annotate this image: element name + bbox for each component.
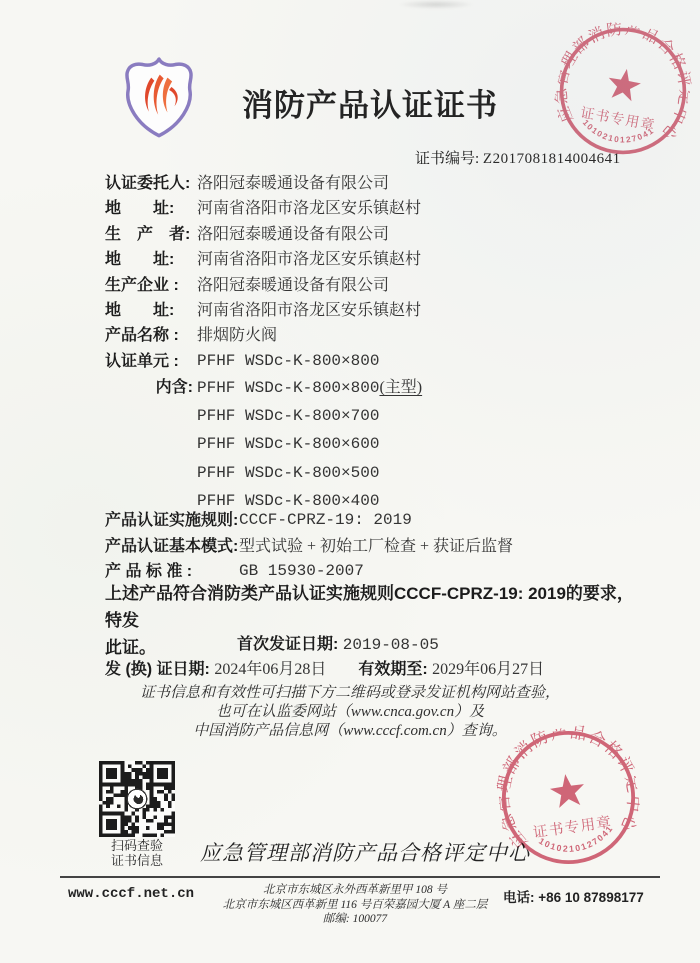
issuing-org-name: 应急管理部消防产品合格评定中心 [200,841,530,865]
rule-label: 产品认证基本模式: [105,537,239,555]
rule-row-mode [105,534,675,560]
field-label: 生产企业 : [105,276,179,294]
valid-until-label: 有效期至: [358,661,433,678]
rule-value: GB 15930-2007 [239,562,364,581]
field-value: 洛阳冠泰暖通设备有限公司 [197,175,390,192]
certificate-number: Z2017081814004641 [482,151,621,167]
first-issue-date: 2019-08-05 [342,636,439,654]
model-value: PFHF WSDc-K-800×600 [197,435,380,454]
field-value: 洛阳冠泰暖通设备有限公司 [197,225,390,243]
field-label: 认证委托人: [105,175,191,192]
qr-caption-line-2: 证书信息 [110,852,163,868]
field-value: 排烟防火阀 [197,327,278,345]
footer-address [190,883,520,927]
field-value: 河南省洛阳市洛龙区安乐镇赵村 [197,302,422,320]
model-value: PFHF WSDc-K-800×700 [197,407,380,426]
qr-code [99,761,175,837]
included-row [105,459,665,487]
certificate-title: 消防产品认证证书 [242,88,498,123]
certificate-number-label: 证书编号: [415,151,483,167]
field-row-address-1 [105,196,665,221]
valid-until-date: 2029年06月27日 [432,661,545,678]
first-issue-row [237,631,439,654]
notice-line-3: 中国消防产品信息网（www.cccf.com.cn）查询。 [193,722,507,739]
rule-value: 型式试验 + 初始工厂检查 + 获证后监督 [239,537,514,555]
model-value: PFHF WSDc-K-800×800 [197,379,380,397]
rule-value: CCCF-CPRZ-19: 2019 [239,511,412,529]
field-value: 洛阳冠泰暖通设备有限公司 [197,276,390,294]
field-label: 产品名称 : [105,327,179,345]
included-row [105,402,665,430]
field-label: 地 址: [105,200,175,218]
field-label: 地 址: [105,251,175,269]
field-row-applicant [105,171,665,196]
issue-validity-row [105,656,544,679]
scan-artifact [398,0,474,9]
certification-rules [105,508,675,585]
notice-line-1: 证书信息和有效性可扫描下方二维码或登录发证机构网站查验， [139,685,560,701]
issue-label: 发 (换) 证日期: [105,661,215,678]
footer-postcode: 邮编: 100077 [322,913,388,926]
field-row-address-2 [105,247,665,272]
field-label: 生 产 者: [105,225,191,243]
field-row-enterprise [105,273,665,298]
info-fields [105,171,665,374]
included-label: 内含: [155,379,193,396]
red-seal-bottom [490,719,647,876]
footer-address-line-2: 北京市东城区西革新里 116 号百荣嘉园大厦 A 座二层 [222,898,488,911]
footer-address-line-1: 北京市东城区永外西革新里甲 108 号 [263,884,447,896]
qr-caption [99,839,175,868]
model-value: PFHF WSDc-K-800×500 [197,463,380,482]
field-row-producer [105,222,665,247]
notice-line-2: 也可在认监委网站（www.cnca.gov.cn）及 [215,703,485,720]
included-row [105,430,665,458]
qr-caption-line-1: 扫码查验 [110,838,163,853]
field-value: PFHF WSDc-K-800×800 [197,351,380,370]
model-note: (主型) [379,379,423,396]
rule-label: 产 品 标 准 : [105,563,193,581]
field-value: 河南省洛阳市洛龙区安乐镇赵村 [197,251,422,269]
rule-label: 产品认证实施规则: [105,512,239,529]
cccf-flame-shield-icon [120,56,198,138]
field-row-product-name [105,323,665,348]
model-value: PFHF WSDc-K-800×400 [197,491,380,510]
statement-line-1: 上述产品符合消防类产品认证实施规则CCCF-CPRZ-19: 2019的要求，特发 [105,584,634,630]
included-row [105,374,665,402]
field-row-cert-unit [105,349,665,374]
footer-divider [60,876,660,878]
field-row-address-3 [105,298,665,323]
issue-date: 2024年06月28日 [214,661,327,678]
field-label: 地 址: [105,302,175,320]
qr-block [99,761,175,868]
rule-row-implementation [105,508,675,534]
field-value: 河南省洛阳市洛龙区安乐镇赵村 [197,200,422,218]
red-seal-top [547,15,700,168]
footer-phone: 电话: +86 10 87898177 [503,890,644,905]
field-label: 认证单元 : [105,352,179,370]
first-issue-label: 首次发证日期: [237,636,343,653]
statement-line-2: 此证。 [105,638,156,657]
footer-website: www.cccf.net.cn [68,886,195,902]
included-models [105,374,665,515]
